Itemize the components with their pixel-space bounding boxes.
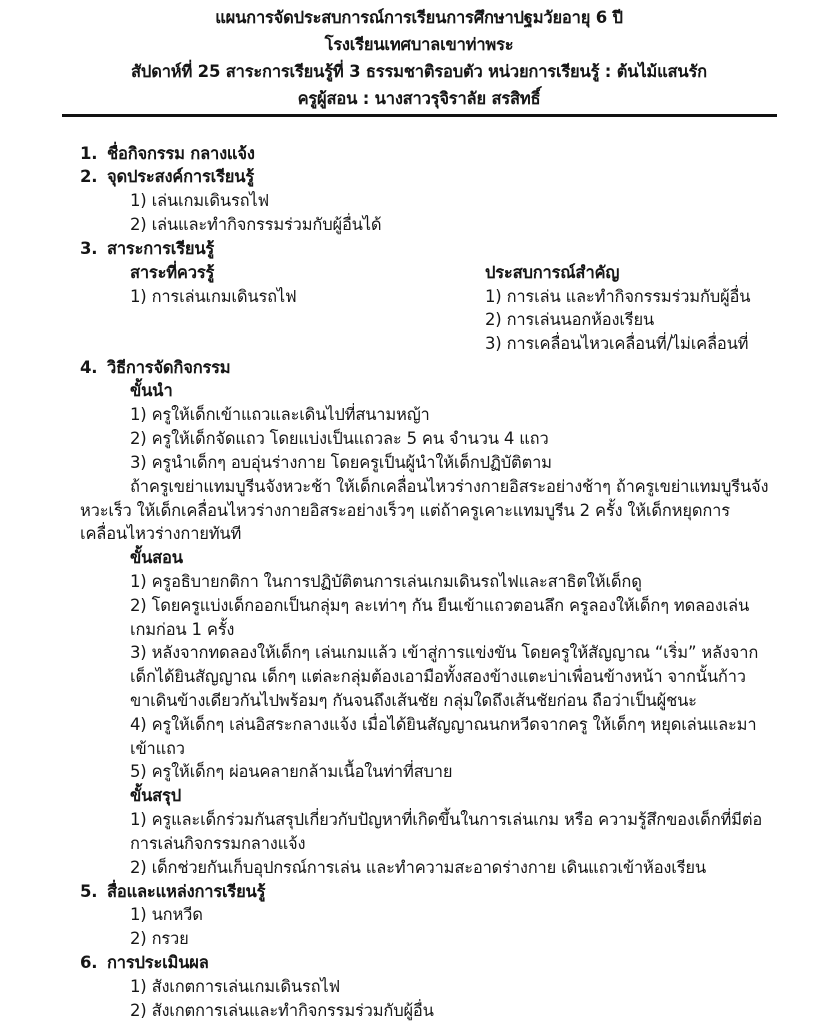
step-line: ขาเดินข้างเดียวกันไปพร้อมๆ กันจนถึงเส้นชัย กลุ่มใดถึงเส้นชัยก่อน ถือว่าเป็นผู้ชนะ bbox=[130, 691, 697, 710]
list-item: 2) เล่นและทำกิจกรรมร่วมกับผู้อื่นได้ bbox=[130, 215, 382, 234]
section-number: 1. bbox=[80, 144, 98, 163]
list-item: 1) การเล่น และทำกิจกรรมร่วมกับผู้อื่น bbox=[485, 287, 751, 306]
plan-title: แผนการจัดประสบการณ์การเรียนการศึกษาปฐมวัยอายุ 6 ปี bbox=[215, 8, 623, 27]
step-line: 4) ครูให้เด็กๆ เล่นอิสระกลางแจ้ง เมื่อได้ยินสัญญาณนกหวีดจากครู ให้เด็กๆ หยุดเล่นและมา bbox=[130, 715, 757, 734]
list-item: 1) สังเกตการเล่นเกมเดินรถไฟ bbox=[130, 977, 340, 996]
step-line: 2) ครูให้เด็กจัดแถว โดยแบ่งเป็นแถวละ 5 คน จำนวน 4 แถว bbox=[130, 429, 549, 448]
section-number: 6. bbox=[80, 953, 98, 972]
step-line: เคลื่อนไหวร่างกายทันที bbox=[80, 524, 242, 543]
list-item: 2) สังเกตการเล่นและทำกิจกรรมร่วมกับผู้อื่น bbox=[130, 1001, 434, 1020]
section-title: จุดประสงค์การเรียนรู้ bbox=[107, 167, 254, 186]
subheading-experience: ประสบการณ์สำคัญ bbox=[485, 263, 620, 282]
section-title: ชื่อกิจกรรม กลางแจ้ง bbox=[107, 144, 255, 163]
step-line: 1) ครูและเด็กร่วมกันสรุปเกี่ยวกับปัญหาที่เกิดขึ้นในการเล่นเกม หรือ ความรู้สึกของเด็กที่มีต่อ bbox=[130, 810, 763, 829]
subheading-content: สาระที่ควรรู้ bbox=[130, 263, 215, 282]
section-number: 2. bbox=[80, 167, 98, 186]
step-line: เข้าแถว bbox=[130, 739, 185, 758]
step-heading-summary: ขั้นสรุป bbox=[130, 786, 181, 805]
section-6-heading bbox=[80, 950, 209, 976]
teacher-line: ครูผู้สอน : นางสาวรุจิราลัย สรสิทธิ์ bbox=[297, 89, 541, 108]
step-line: 2) โดยครูแบ่งเด็กออกเป็นกลุ่มๆ ละเท่าๆ กัน ยืนเข้าแถวตอนลึก ครูลองให้เด็กๆ ทดลองเล่น bbox=[130, 596, 750, 615]
list-item: 3) การเคลื่อนไหวเคลื่อนที่/ไม่เคลื่อนที่ bbox=[485, 334, 749, 353]
step-heading-teach: ขั้นสอน bbox=[130, 548, 183, 567]
section-title: วิธีการจัดกิจกรรม bbox=[107, 358, 231, 377]
list-item: 2) การเล่นนอกห้องเรียน bbox=[485, 310, 654, 329]
step-line: การเล่นกิจกรรมกลางแจ้ง bbox=[130, 834, 306, 853]
step-line: 5) ครูให้เด็กๆ ผ่อนคลายกล้ามเนื้อในท่าที่สบาย bbox=[130, 762, 453, 781]
step-heading-intro: ขั้นนำ bbox=[130, 381, 173, 400]
step-line: 1) ครูอธิบายกติกา ในการปฏิบัติตนการเล่นเกมเดินรถไฟและสาธิตให้เด็กดู bbox=[130, 572, 642, 591]
section-title: สื่อและแหล่งการเรียนรู้ bbox=[107, 882, 266, 901]
list-item: 1) การเล่นเกมเดินรถไฟ bbox=[130, 287, 297, 306]
section-title: การประเมินผล bbox=[107, 953, 209, 972]
section-number: 3. bbox=[80, 239, 98, 258]
week-unit-line: สัปดาห์ที่ 25 สาระการเรียนรู้ที่ 3 ธรรมชาติรอบตัว หน่วยการเรียนรู้ : ต้นไม้แสนรัก bbox=[131, 62, 707, 81]
step-line: หวะเร็ว ให้เด็กเคลื่อนไหวร่างกายอิสระอย่างเร็วๆ แต่ถ้าครูเคาะแทมบูรีน 2 ครั้ง ให้เด็กหยุดการ bbox=[80, 501, 730, 520]
section-2-heading bbox=[80, 164, 254, 190]
step-line: 3) หลังจากทดลองให้เด็กๆ เล่นเกมแล้ว เข้าสู่การแข่งขัน โดยครูให้สัญญาณ “เริ่ม” หลังจาก bbox=[130, 643, 759, 662]
section-3-heading bbox=[80, 236, 214, 262]
section-title: สาระการเรียนรู้ bbox=[107, 239, 215, 258]
list-item: 1) นกหวีด bbox=[130, 905, 203, 924]
step-line: 3) ครูนำเด็กๆ อบอุ่นร่างกาย โดยครูเป็นผู้นำให้เด็กปฏิบัติตาม bbox=[130, 453, 552, 472]
header-divider bbox=[62, 114, 777, 117]
step-line: เกมก่อน 1 ครั้ง bbox=[130, 620, 235, 639]
list-item: 2) กรวย bbox=[130, 929, 189, 948]
step-line: เด็กได้ยินสัญญาณ เด็กๆ แต่ละกลุ่มต้องเอามือทั้งสองข้างแตะบ่าเพื่อนข้างหน้า จากนั้นก้าว bbox=[130, 667, 746, 686]
section-number: 5. bbox=[80, 882, 98, 901]
school-name: โรงเรียนเทศบาลเขาท่าพระ bbox=[324, 35, 514, 54]
list-item: 1) เล่นเกมเดินรถไฟ bbox=[130, 191, 269, 210]
step-line: ถ้าครูเขย่าแทมบูรีนจังหวะช้า ให้เด็กเคลื่อนไหวร่างกายอิสระอย่างช้าๆ ถ้าครูเขย่าแทมบูรีนจัง bbox=[130, 477, 769, 496]
section-number: 4. bbox=[80, 358, 98, 377]
step-line: 1) ครูให้เด็กเข้าแถวและเดินไปที่สนามหญ้า bbox=[130, 405, 430, 424]
step-line: 2) เด็กช่วยกันเก็บอุปกรณ์การเล่น และทำความสะอาดร่างกาย เดินแถวเข้าห้องเรียน bbox=[130, 858, 706, 877]
